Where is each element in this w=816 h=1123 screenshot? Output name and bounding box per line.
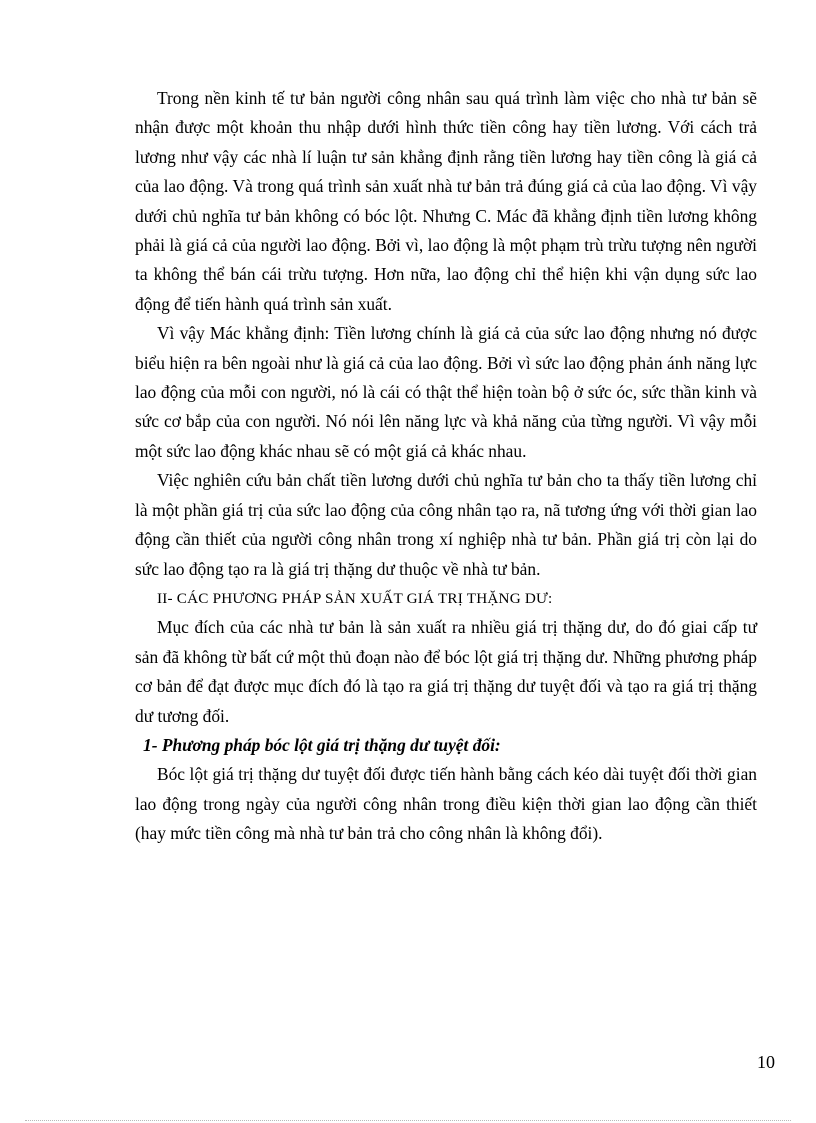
paragraph-marx-wage: Vì vậy Mác khẳng định: Tiền lương chính là giá cả của sức lao động nhưng nó được biểu hiện ra bên ngoài như là giá cả của lao động. Bởi vì sức lao động phản ánh năng lực lao động của mỗi con người, nó là cái có thật thể hiện toàn bộ ở sức óc, sức thần kinh và sức cơ bắp của con người. Nó nói lên năng lực và khả năng của từng người. Vì vậy mỗi một sức lao động khác nhau sẽ có một giá cả khác nhau.: [135, 323, 757, 461]
page-body: [135, 84, 757, 849]
page-bottom-divider: [25, 1120, 791, 1121]
subsection-heading-absolute: 1- Phương pháp bóc lột giá trị thặng dư tuyệt đối:: [143, 734, 501, 755]
paragraph-absolute-surplus: Bóc lột giá trị thặng dư tuyệt đối được tiến hành bằng cách kéo dài tuyệt đối thời gian lao động trong ngày của người công nhân trong điều kiện thời gian lao động cần thiết (hay mức tiền công mà nhà tư bản trả cho công nhân là không đổi).: [135, 764, 757, 844]
paragraph-methods-intro: Mục đích của các nhà tư bản là sản xuất ra nhiều giá trị thặng dư, do đó giai cấp tư sản đã không từ bất cứ một thủ đoạn nào để bóc lột giá trị thặng dư. Những phương pháp cơ bản để đạt được mục đích đó là tạo ra giá trị thặng dư tuyệt đối và tạo ra giá trị thặng dư tương đối.: [135, 617, 757, 726]
paragraph-wage-theory: Trong nền kinh tế tư bản người công nhân sau quá trình làm việc cho nhà tư bản sẽ nhận được một khoản thu nhập dưới hình thức tiền công hay tiền lương. Với cách trả lương như vậy các nhà lí luận tư sản khẳng định rằng tiền lương hay tiền công là giá cả của lao động. Và trong quá trình sản xuất nhà tư bản trả đúng giá cả của lao động. Vì vậy dưới chủ nghĩa tư bản không có bóc lột. Nhưng C. Mác đã khẳng định tiền lương không phải là giá cả của người lao động. Bởi vì, lao động là một phạm trù trừu tượng nên người ta không thể bán cái trừu tượng. Hơn nữa, lao động chỉ thể hiện khi vận dụng sức lao động để tiến hành quá trình sản xuất.: [135, 88, 757, 314]
page-number: 10: [757, 1052, 775, 1072]
paragraph-wage-essence: Việc nghiên cứu bản chất tiền lương dưới chủ nghĩa tư bản cho ta thấy tiền lương chỉ là một phần giá trị của sức lao động của công nhân tạo ra, nã tương ứng với thời gian lao động cần thiết của người công nhân trong xí nghiệp nhà tư bản. Phần giá trị còn lại do sức lao động tạo ra là giá trị thặng dư thuộc về nhà tư bản.: [135, 470, 757, 579]
section-heading-methods: II- CÁC PHƯƠNG PHÁP SẢN XUẤT GIÁ TRỊ THẶNG DƯ:: [157, 589, 553, 607]
